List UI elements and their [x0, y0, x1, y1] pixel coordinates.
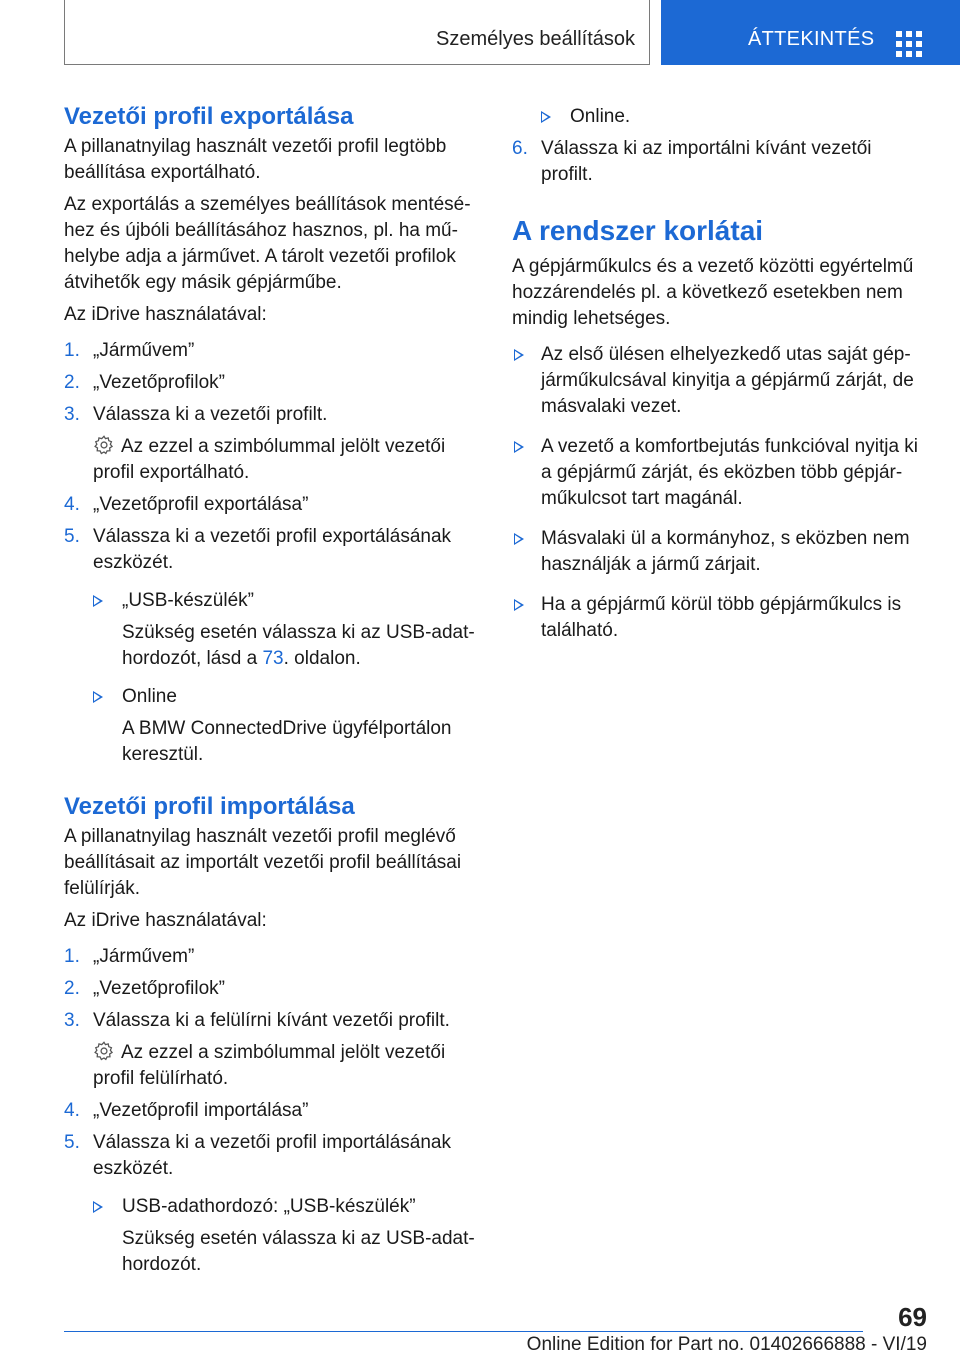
- list-item: [512, 342, 924, 420]
- limits-list: [512, 342, 924, 644]
- list-item: [64, 338, 476, 364]
- list-item: [64, 1194, 476, 1220]
- step-text: Válassza ki az importálni kívánt vezetői profilt.: [541, 138, 872, 185]
- triangle-bullet-icon: [514, 533, 524, 545]
- limits-heading: A rendszer korlátai: [512, 215, 764, 246]
- page-number: 69: [898, 1302, 927, 1332]
- list-item: [64, 1098, 476, 1124]
- bullet-text: Az első ülésen elhelyezkedő utas saját gépjárműkulcsával kinyitja a gépjármű zárját, de másvalaki vezet.: [541, 344, 914, 417]
- export-paragraph-2: Az exportálás a személyes beállítások mentéséhez és újbóli beállításához hasznos, pl. ha műhelybe adja a járművet. A tárolt vezetői profilok átvihetők egy másik gépjárműbe.: [64, 194, 471, 293]
- left-column: [64, 100, 476, 1284]
- list-item: [64, 1130, 476, 1182]
- list-item: [64, 524, 476, 576]
- list-item: [64, 402, 476, 428]
- export-note: [64, 434, 476, 486]
- note-text: Az ezzel a szimbólummal jelölt vezetői profil exportálható.: [93, 436, 446, 483]
- export-paragraph-1: A pillanatnyilag használt vezetői profil legtöbb beállítása exportálható.: [64, 136, 447, 183]
- bullet-text: A vezető a komfortbejutás funkcióval nyitja ki a gépjármű zárját, és eközben több gépjárműkulcsot tart magánál.: [541, 436, 919, 509]
- step-number: 3.: [64, 404, 80, 425]
- limits-paragraph: A gépjárműkulcs és a vezető közötti egyértelmű hozzárendelés pl. a következő esetekben nem mindig lehetséges.: [512, 256, 914, 329]
- gear-icon: [93, 1040, 115, 1062]
- step-number: 5.: [64, 1132, 80, 1153]
- step-number: 3.: [64, 1010, 80, 1031]
- sub-item-text: A BMW ConnectedDrive ügyfélportálon keresztül.: [122, 718, 452, 765]
- list-item: [64, 976, 476, 1002]
- export-steps: [64, 338, 476, 768]
- sub-item-title: USB-adathordozó: „USB-készülék”: [122, 1196, 416, 1217]
- step-text: Válassza ki a vezetői profilt.: [93, 404, 328, 425]
- list-item: [512, 136, 924, 188]
- bullet-text: Ha a gépjármű körül több gépjárműkulcs is található.: [541, 594, 902, 641]
- list-item: [512, 526, 924, 578]
- gear-icon: [93, 434, 115, 456]
- footer-edition: Online Edition for Part no. 01402666888 - VI/19: [526, 1334, 927, 1355]
- sub-item-text: [64, 620, 476, 672]
- list-item: [64, 684, 476, 710]
- step-number: 1.: [64, 340, 80, 361]
- step-text: „Vezetőprofilok”: [93, 372, 226, 393]
- list-item: [64, 1008, 476, 1034]
- bullet-text: Másvalaki ül a kormányhoz, s eközben nem használják a jármű zárjait.: [541, 528, 910, 575]
- note-text: Az ezzel a szimbólummal jelölt vezetői profil felülírható.: [93, 1042, 446, 1089]
- step-number: 2.: [64, 978, 80, 999]
- sub-item-text-b: . oldalon.: [283, 648, 361, 669]
- import-paragraph-1: A pillanatnyilag használt vezetői profil meglévő beállításait az importált vezetői profil beállításai felülírják.: [64, 826, 462, 899]
- sub-item-title: Online: [122, 686, 177, 707]
- triangle-bullet-icon: [514, 599, 524, 611]
- header-overview-title[interactable]: ÁTTEKINTÉS: [748, 28, 875, 50]
- step-number: 5.: [64, 526, 80, 547]
- triangle-bullet-icon: [541, 111, 551, 123]
- page-reference-link[interactable]: 73: [262, 648, 284, 669]
- list-item: [512, 434, 924, 512]
- triangle-bullet-icon: [93, 1201, 103, 1213]
- step-text: „Járművem”: [93, 340, 195, 361]
- triangle-bullet-icon: [514, 349, 524, 361]
- step-text: Válassza ki a felülírni kívánt vezetői profilt.: [93, 1010, 450, 1031]
- export-heading: Vezetői profil exportálása: [64, 103, 354, 130]
- import-heading: Vezetői profil importálása: [64, 793, 355, 820]
- step-text: Válassza ki a vezetői profil exportálásának eszközét.: [93, 526, 452, 573]
- right-column: [512, 100, 924, 650]
- list-item: [64, 492, 476, 518]
- footer-divider: [64, 1331, 863, 1332]
- import-steps: [64, 944, 476, 1278]
- sub-item-title: Online.: [570, 106, 631, 127]
- triangle-bullet-icon: [93, 595, 103, 607]
- list-item: [512, 592, 924, 644]
- triangle-bullet-icon: [514, 441, 524, 453]
- step-number: 4.: [64, 494, 80, 515]
- list-item: [512, 104, 924, 130]
- step-number: 2.: [64, 372, 80, 393]
- step-text: „Vezetőprofil exportálása”: [93, 494, 309, 515]
- import-note: [64, 1040, 476, 1092]
- sub-item-title: „USB-készülék”: [122, 590, 254, 611]
- step-number: 4.: [64, 1100, 80, 1121]
- grid-icon[interactable]: [896, 31, 922, 53]
- sub-item-text-a: Szükség esetén válassza ki az USB-adathordozót, lásd a: [122, 622, 475, 669]
- sub-item-text: Szükség esetén válassza ki az USB-adathordozót.: [122, 1228, 475, 1275]
- list-item: [64, 588, 476, 614]
- header-section-title: Személyes beállítások: [436, 28, 635, 50]
- export-paragraph-3: Az iDrive használatával:: [64, 304, 267, 325]
- step-text: „Vezetőprofil importálása”: [93, 1100, 309, 1121]
- step-text: „Vezetőprofilok”: [93, 978, 226, 999]
- step-number: 1.: [64, 946, 80, 967]
- import-paragraph-2: Az iDrive használatával:: [64, 910, 267, 931]
- triangle-bullet-icon: [93, 691, 103, 703]
- step-number: 6.: [512, 138, 528, 159]
- step-text: Válassza ki a vezetői profil importálásának eszközét.: [93, 1132, 452, 1179]
- step-text: „Járművem”: [93, 946, 195, 967]
- header-section-tab: [64, 0, 650, 65]
- list-item: [64, 944, 476, 970]
- list-item: [64, 370, 476, 396]
